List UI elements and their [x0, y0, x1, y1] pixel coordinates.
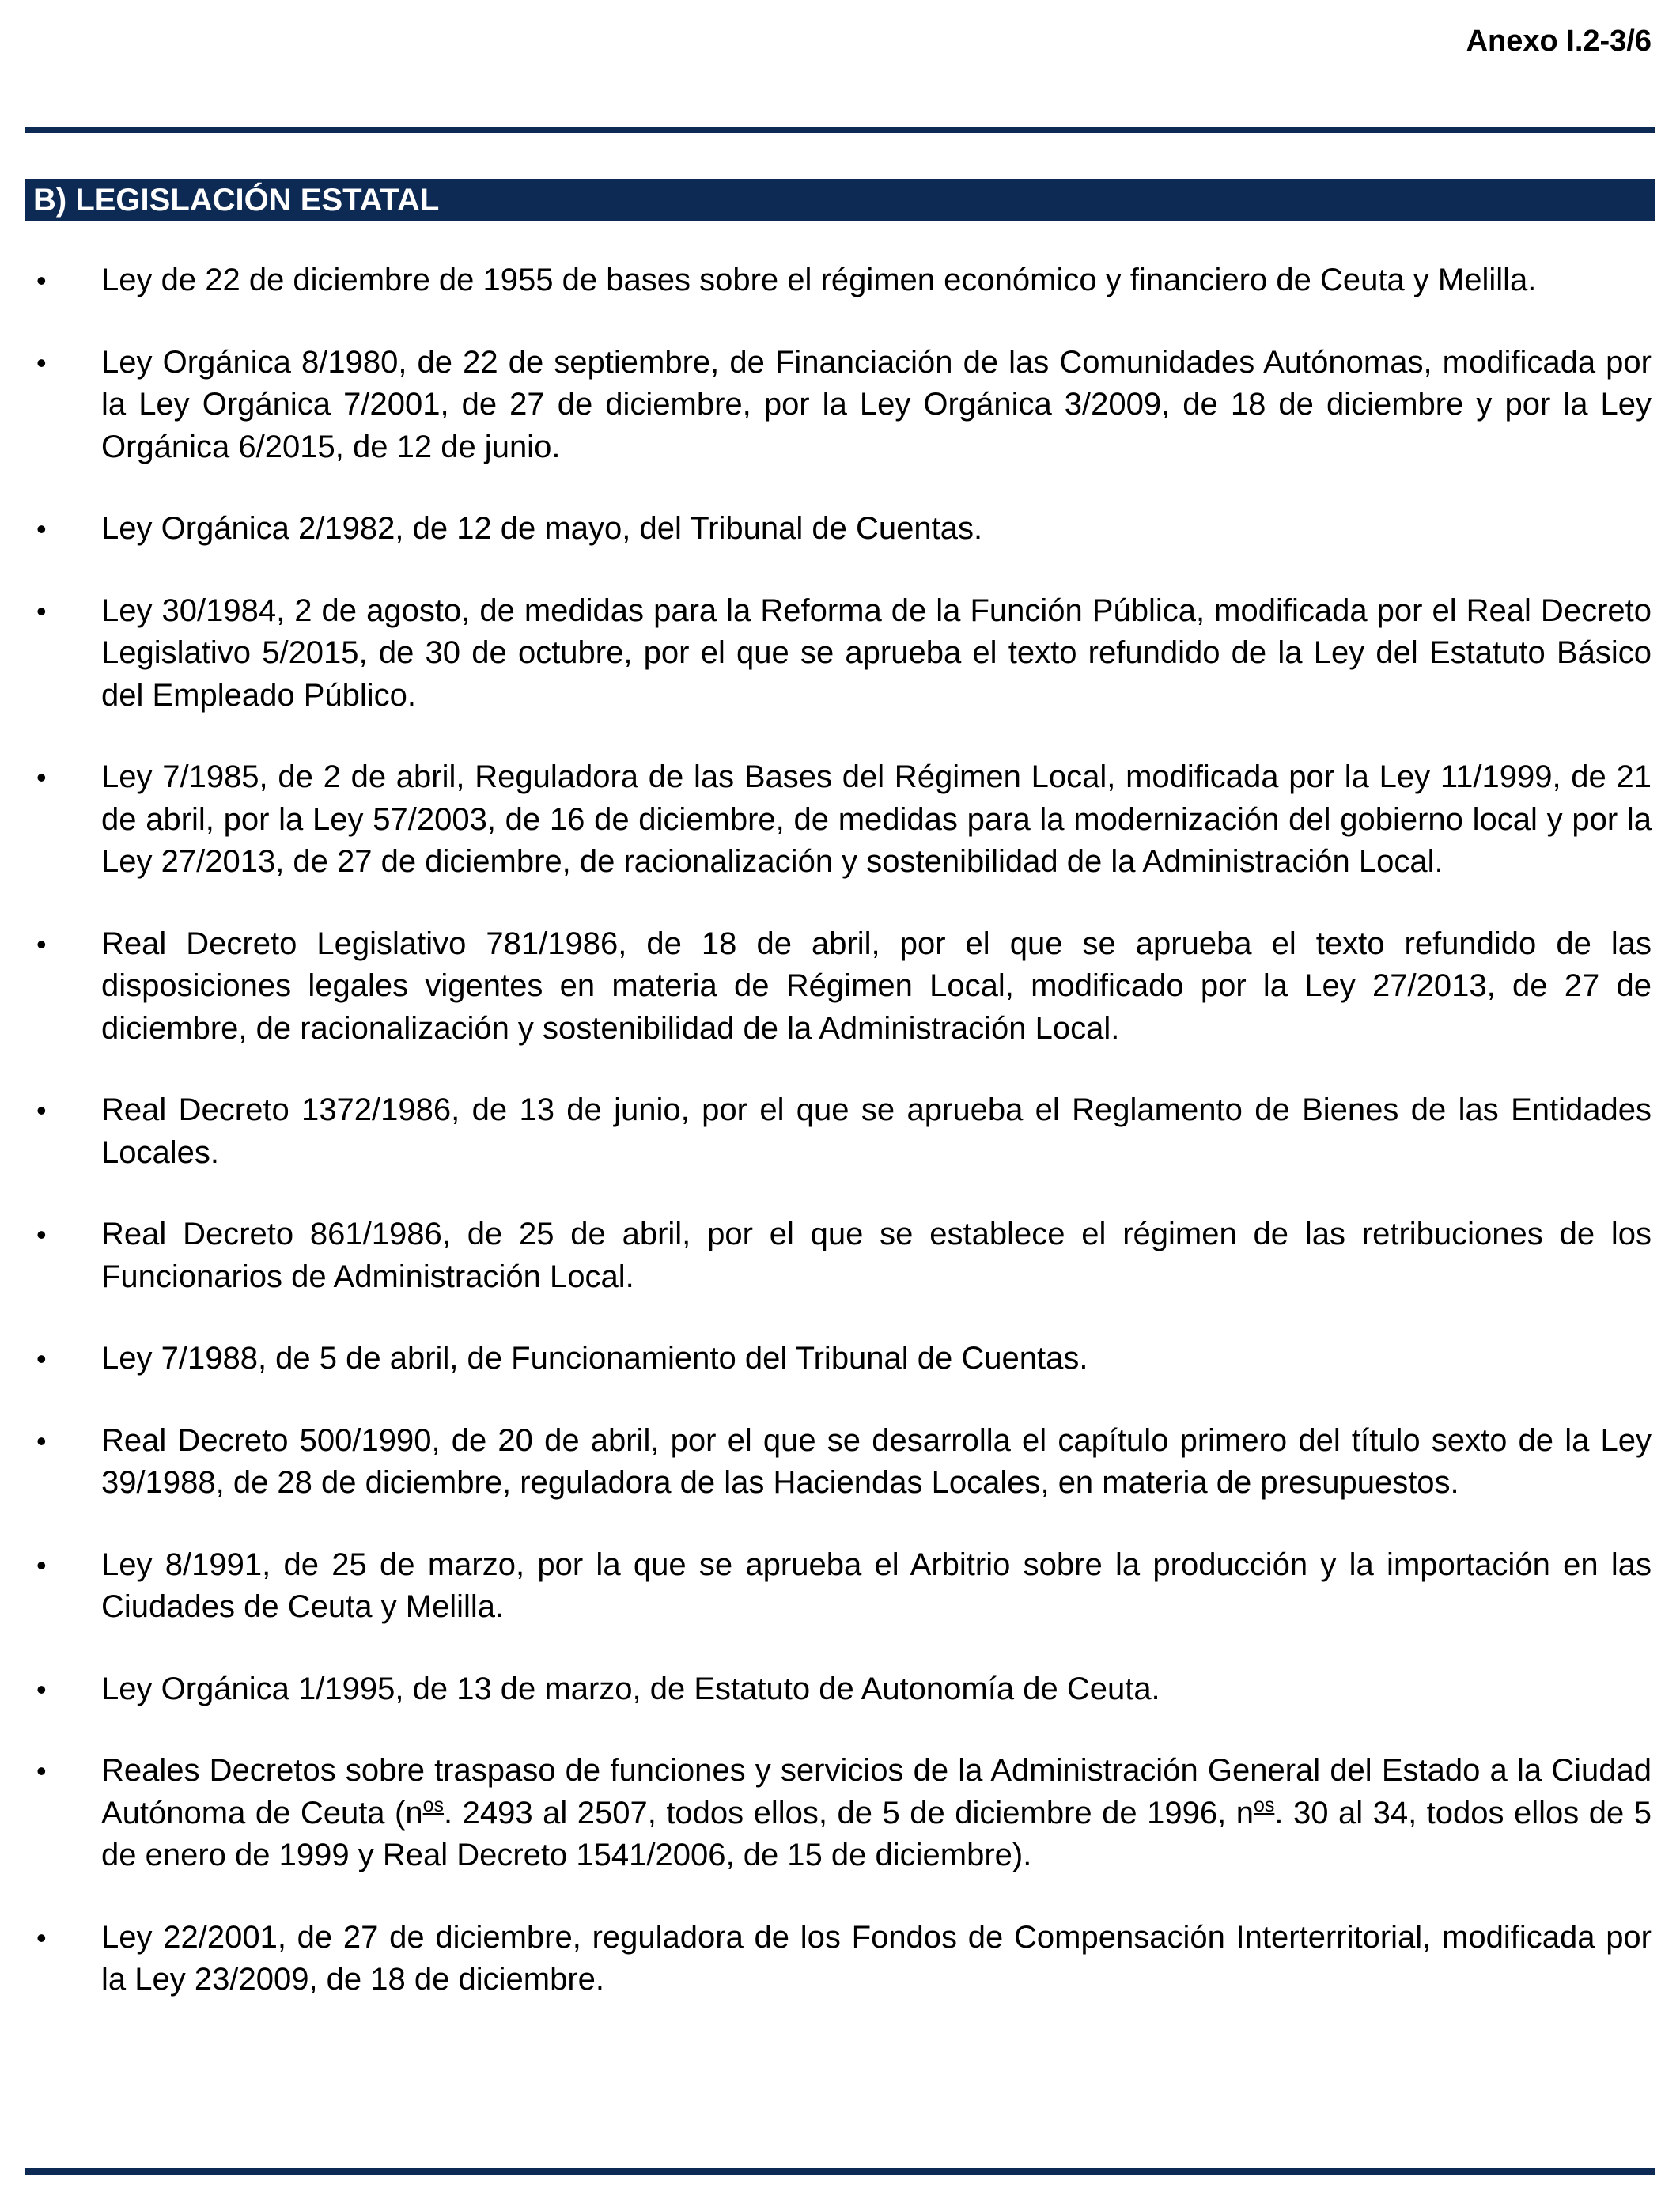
list-item — [0, 923, 1680, 1051]
bullet-icon: • — [36, 927, 47, 960]
bullet-icon: • — [36, 1094, 47, 1126]
list-item — [0, 342, 1680, 469]
bullet-icon: • — [36, 1921, 47, 1954]
list-item — [0, 1544, 1680, 1629]
bullet-icon: • — [36, 513, 47, 545]
list-item-text-part: . 2493 al 2507, todos ellos, de 5 de diciembre de 1996, n — [444, 1795, 1254, 1831]
section-title: B) LEGISLACIÓN ESTATAL — [33, 183, 440, 218]
list-item — [0, 590, 1680, 717]
section-header-bar — [25, 179, 1655, 221]
top-divider — [25, 127, 1655, 133]
list-item-text: Real Decreto 1372/1986, de 13 de junio, por el que se aprueba el Reglamento de Bienes de las Entidades Locales. — [101, 1092, 1652, 1170]
list-item — [0, 508, 1680, 551]
bullet-icon: • — [36, 264, 47, 297]
annex-page-label: Anexo I.2-3/6 — [1466, 25, 1652, 58]
bullet-icon: • — [36, 346, 47, 379]
list-item — [0, 1750, 1680, 1877]
list-item-text — [101, 1753, 1652, 1872]
list-item-text: Ley Orgánica 2/1982, de 12 de mayo, del Tribunal de Cuentas. — [101, 511, 983, 546]
bullet-icon: • — [36, 1548, 47, 1581]
bottom-divider — [25, 2168, 1655, 2175]
bullet-icon: • — [36, 1755, 47, 1787]
list-item-text-part: . 30 al 34, todos ellos de 5 de enero de 1999 y Real Decreto 1541/2006, de 15 de diciembre). — [101, 1795, 1652, 1872]
ordinal-superscript: os — [422, 1793, 445, 1816]
list-item-text: Ley 7/1988, de 5 de abril, de Funcionamiento del Tribunal de Cuentas. — [101, 1341, 1088, 1376]
bullet-icon: • — [36, 1218, 47, 1251]
list-item-text: Ley 7/1985, de 2 de abril, Reguladora de las Bases del Régimen Local, modificada por la Ley 11/1999, de 21 de abril, por la Ley 57/2003, de 16 de diciembre, de medidas para la modernización del gobierno local y por la Ley 27/2013, de 27 de diciembre, de racionalización y sostenibilidad de la Administración Local. — [101, 759, 1652, 879]
bullet-icon: • — [36, 761, 47, 793]
list-item-text: Ley 8/1991, de 25 de marzo, por la que se aprueba el Arbitrio sobre la producción y la importación en las Ciudades de Ceuta y Melilla. — [101, 1547, 1652, 1624]
list-item — [0, 1089, 1680, 1174]
list-item — [0, 756, 1680, 884]
bullet-icon: • — [36, 1424, 47, 1457]
bullet-icon: • — [36, 594, 47, 627]
list-item-text: Ley Orgánica 1/1995, de 13 de marzo, de Estatuto de Autonomía de Ceuta. — [101, 1671, 1160, 1706]
list-item-text: Real Decreto 500/1990, de 20 de abril, por el que se desarrolla el capítulo primero del título sexto de la Ley 39/1988, de 28 de diciembre, reguladora de las Haciendas Locales, en materia de presupuestos. — [101, 1422, 1652, 1500]
legislation-list — [0, 259, 1680, 2041]
list-item — [0, 1668, 1680, 1711]
list-item — [0, 1338, 1680, 1380]
bullet-icon: • — [36, 1342, 47, 1375]
list-item-text: Real Decreto 861/1986, de 25 de abril, por el que se establece el régimen de las retribuciones de los Funcionarios de Administración Local. — [101, 1217, 1652, 1294]
list-item — [0, 1213, 1680, 1298]
list-item — [0, 259, 1680, 302]
list-item — [0, 1420, 1680, 1505]
list-item-text: Ley 30/1984, 2 de agosto, de medidas para la Reforma de la Función Pública, modificada por el Real Decreto Legislativo 5/2015, de 30 de octubre, por el que se aprueba el texto refundido de la Ley del Estatuto Básico del Empleado Público. — [101, 593, 1652, 713]
ordinal-superscript: os — [1253, 1793, 1275, 1816]
list-item-text: Ley 22/2001, de 27 de diciembre, reguladora de los Fondos de Compensación Interterritorial, modificada por la Ley 23/2009, de 18 de diciembre. — [101, 1919, 1652, 1997]
list-item-text: Real Decreto Legislativo 781/1986, de 18 de abril, por el que se aprueba el texto refundido de las disposiciones legales vigentes en materia de Régimen Local, modificado por la Ley 27/2013, de 27 de diciembre, de racionalización y sostenibilidad de la Administración Local. — [101, 926, 1652, 1046]
list-item-text: Ley Orgánica 8/1980, de 22 de septiembre, de Financiación de las Comunidades Autónomas, modificada por la Ley Orgánica 7/2001, de 27 de diciembre, por la Ley Orgánica 3/2009, de 18 de diciembre y por la Ley Orgánica 6/2015, de 12 de junio. — [101, 344, 1652, 464]
list-item-text-part: Reales Decretos sobre traspaso de funciones y servicios de la Administración General del Estado a la Ciudad Autónoma de Ceuta (n — [101, 1753, 1652, 1831]
bullet-icon: • — [36, 1672, 47, 1706]
list-item — [0, 1917, 1680, 2001]
list-item-text: Ley de 22 de diciembre de 1955 de bases sobre el régimen económico y financiero de Ceuta y Melilla. — [101, 263, 1537, 297]
